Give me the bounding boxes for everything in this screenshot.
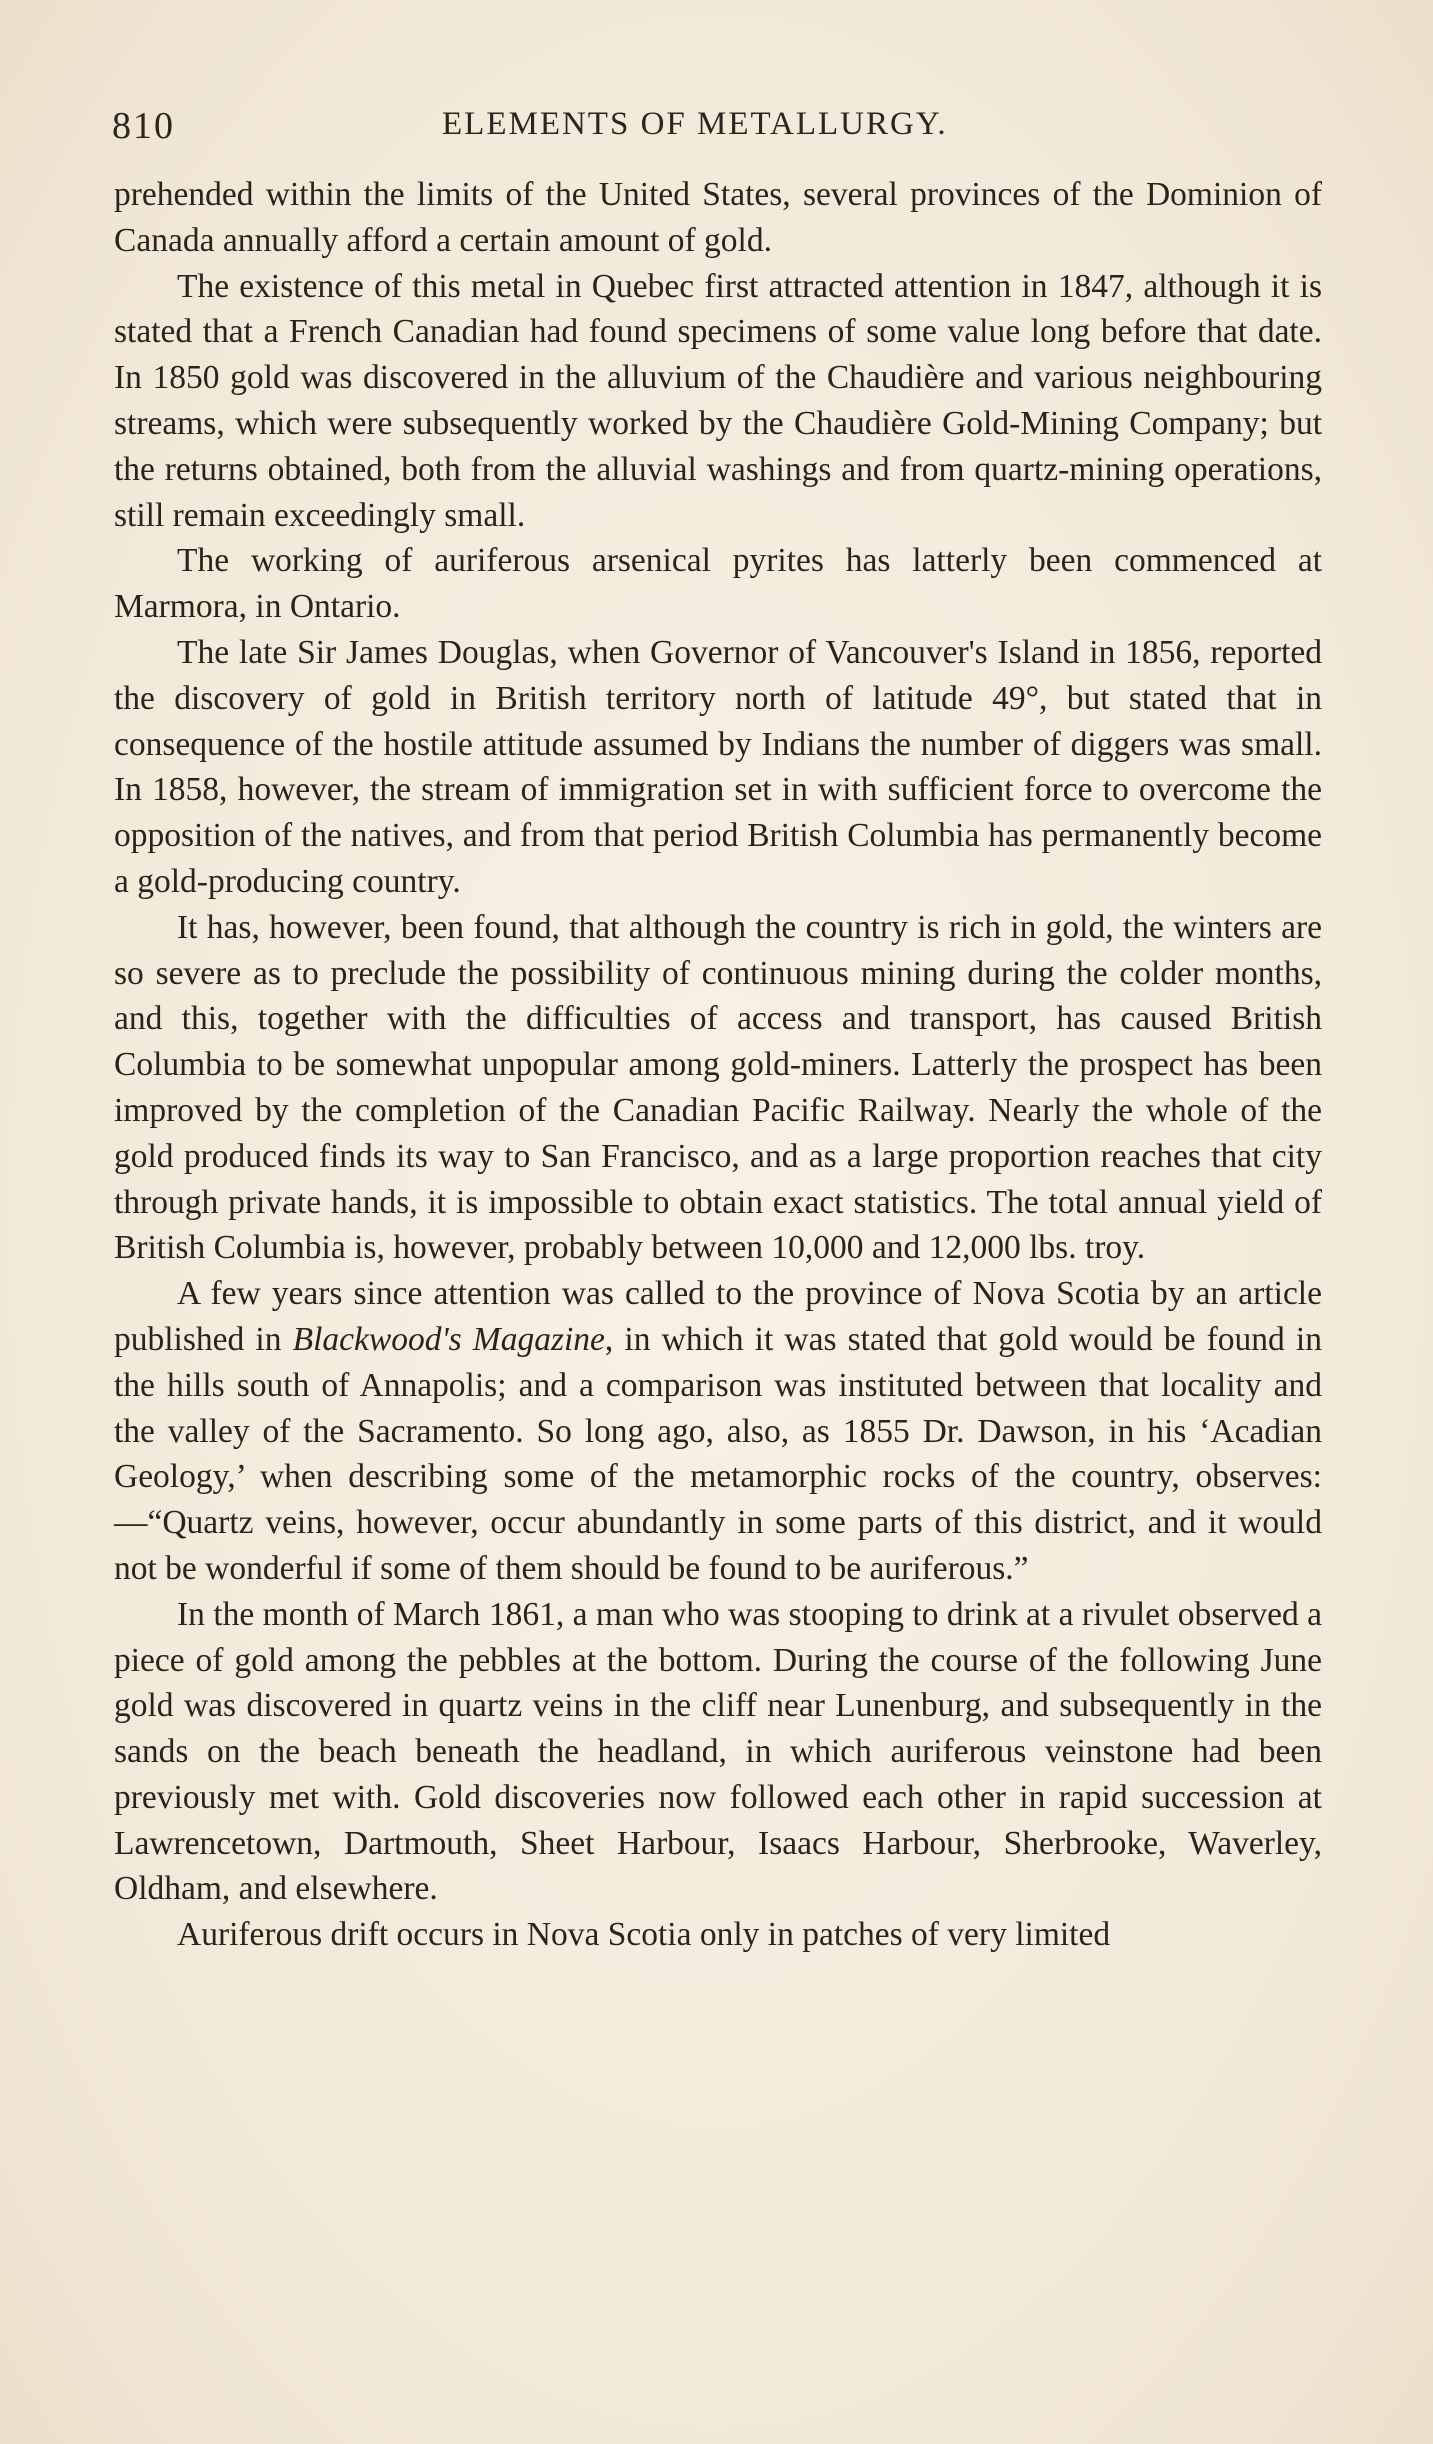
paragraph-3: The working of auriferous arsenical pyrites has latterly been commenced at Marmora, in Ontario. bbox=[114, 542, 1322, 626]
running-title: ELEMENTS OF METALLURGY. bbox=[442, 106, 948, 142]
paragraph-2: The existence of this metal in Quebec first attracted attention in 1847, although it is stated that a French Canadian had found specimens of some value long before that date. In 1850 gold was discovered in the alluvium of the Chaudière and various neighbouring streams, which were subsequently worked by the Chaudière Gold-Mining Company; but the returns obtained, both from the alluvial washings and from quartz-mining operations, still remain exceedingly small. bbox=[114, 267, 1322, 534]
page-number: 810 bbox=[112, 105, 175, 147]
paragraph-6 bbox=[114, 1271, 1322, 1592]
paragraph-6-text-after: , in which it was stated that gold would be found in the hills south of Annapolis; and a comparison was instituted between that locality and the valley of the Sacramento. So long ago, also, as 1855 Dr. Dawson, in his ‘Acadian Geology,’ when describing some of the metamorphic rocks of the country, observes:—“Quartz veins, however, occur abundantly in some parts of this district, and it would not be wonderful if some of them should be found to be auriferous.” bbox=[114, 1320, 1322, 1587]
paragraph-4: The late Sir James Douglas, when Governor of Vancouver's Island in 1856, reported the discovery of gold in British territory north of latitude 49°, but stated that in consequence of the hostile attitude assumed by Indians the number of diggers was small. In 1858, however, the stream of immigration set in with sufficient force to overcome the opposition of the natives, and from that period British Columbia has permanently become a gold-producing country. bbox=[114, 633, 1322, 900]
paragraph-8: Auriferous drift occurs in Nova Scotia only in patches of very limited bbox=[177, 1916, 1111, 1954]
paragraph-7: In the month of March 1861, a man who was stooping to drink at a rivulet observed a piece of gold among the pebbles at the bottom. During the course of the following June gold was discovered in quartz veins in the cliff near Lunenburg, and subsequently in the sands on the beach beneath the headland, in which auriferous veinstone had been previously met with. Gold discoveries now followed each other in rapid succession at Lawrencetown, Dartmouth, Sheet Harbour, Isaacs Harbour, Sherbrooke, Waverley, Oldham, and elsewhere. bbox=[114, 1595, 1322, 1908]
page-header bbox=[112, 104, 1322, 158]
magazine-title: Blackwood's Magazine bbox=[292, 1320, 605, 1358]
body-text bbox=[114, 172, 1322, 2362]
paragraph-6-text-before: A few years since attention was called to the province of Nova Scotia by an article published in bbox=[114, 1275, 1322, 1358]
paragraph-1: prehended within the limits of the United States, several provinces of the Dominion of Canada annually afford a certain amount of gold. bbox=[114, 176, 1322, 259]
paragraph-5: It has, however, been found, that although the country is rich in gold, the winters are so severe as to preclude the possibility of continuous mining during the colder months, and this, together with the difficulties of access and transport, has caused British Columbia to be somewhat unpopular among gold-miners. Latterly the prospect has been improved by the completion of the Canadian Pacific Railway. Nearly the whole of the gold produced finds its way to San Francisco, and as a large proportion reaches that city through private hands, it is impossible to obtain exact statistics. The total annual yield of British Columbia is, however, probably between 10,000 and 12,000 lbs. troy. bbox=[114, 908, 1322, 1267]
